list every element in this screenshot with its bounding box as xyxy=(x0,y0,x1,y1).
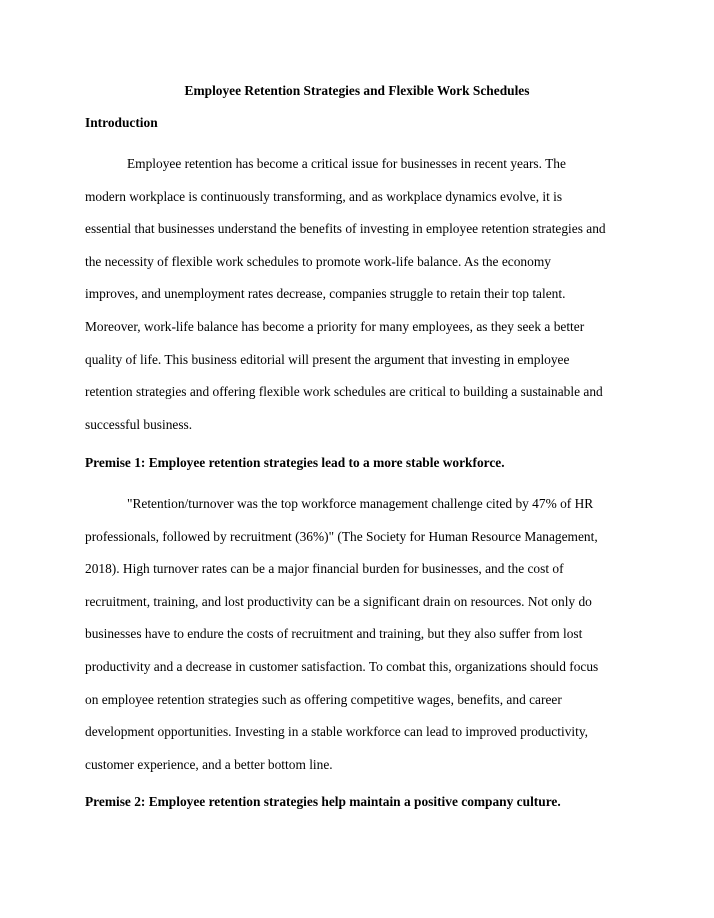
paragraph-line: productivity and a decrease in customer satisfaction. To combat this, organizations should focus xyxy=(85,659,599,674)
paragraph-line: retention strategies and offering flexible work schedules are critical to building a sustainable and xyxy=(85,384,603,400)
paragraph-line: modern workplace is continuously transforming, and as workplace dynamics evolve, it is xyxy=(85,188,563,204)
paragraph-line: customer experience, and a better bottom line. xyxy=(85,756,333,772)
paragraph-line: essential that businesses understand the benefits of investing in employee retention strategies and xyxy=(85,221,606,237)
paragraph-line: quality of life. This business editorial will present the argument that investing in employee xyxy=(85,351,570,367)
paragraph-line: improves, and unemployment rates decrease, companies struggle to retain their top talent. xyxy=(85,286,566,302)
paragraph-line: the necessity of flexible work schedules to promote work-life balance. As the economy xyxy=(85,253,551,269)
section-heading-premise-1: Premise 1: Employee retention strategies lead to a more stable workforce. xyxy=(85,455,505,470)
paragraph-line: "Retention/turnover was the top workforce management challenge cited by 47% of HR xyxy=(127,496,594,511)
document-title: Employee Retention Strategies and Flexible Work Schedules xyxy=(184,83,530,98)
paragraph-line: Moreover, work-life balance has become a priority for many employees, as they seek a better xyxy=(85,319,585,334)
paragraph-line: successful business. xyxy=(85,416,193,432)
paragraph-line: professionals, followed by recruitment (36%)" (The Society for Human Resource Management, xyxy=(85,528,598,544)
section-heading-introduction: Introduction xyxy=(85,115,158,130)
paragraph-line: development opportunities. Investing in a stable workforce can lead to improved productivity, xyxy=(85,724,589,740)
paragraph-line: Employee retention has become a critical issue for businesses in recent years. The xyxy=(127,156,566,171)
paragraph-line: 2018). High turnover rates can be a major financial burden for businesses, and the cost of xyxy=(85,561,564,577)
paragraph-line: on employee retention strategies such as offering competitive wages, benefits, and career xyxy=(85,691,562,707)
paragraph-line: businesses have to endure the costs of recruitment and training, but they also suffer from lost xyxy=(85,626,583,642)
paragraph-line: recruitment, training, and lost productivity can be a significant drain on resources. Not only do xyxy=(85,593,592,609)
section-heading-premise-2: Premise 2: Employee retention strategies help maintain a positive company culture. xyxy=(85,794,561,809)
